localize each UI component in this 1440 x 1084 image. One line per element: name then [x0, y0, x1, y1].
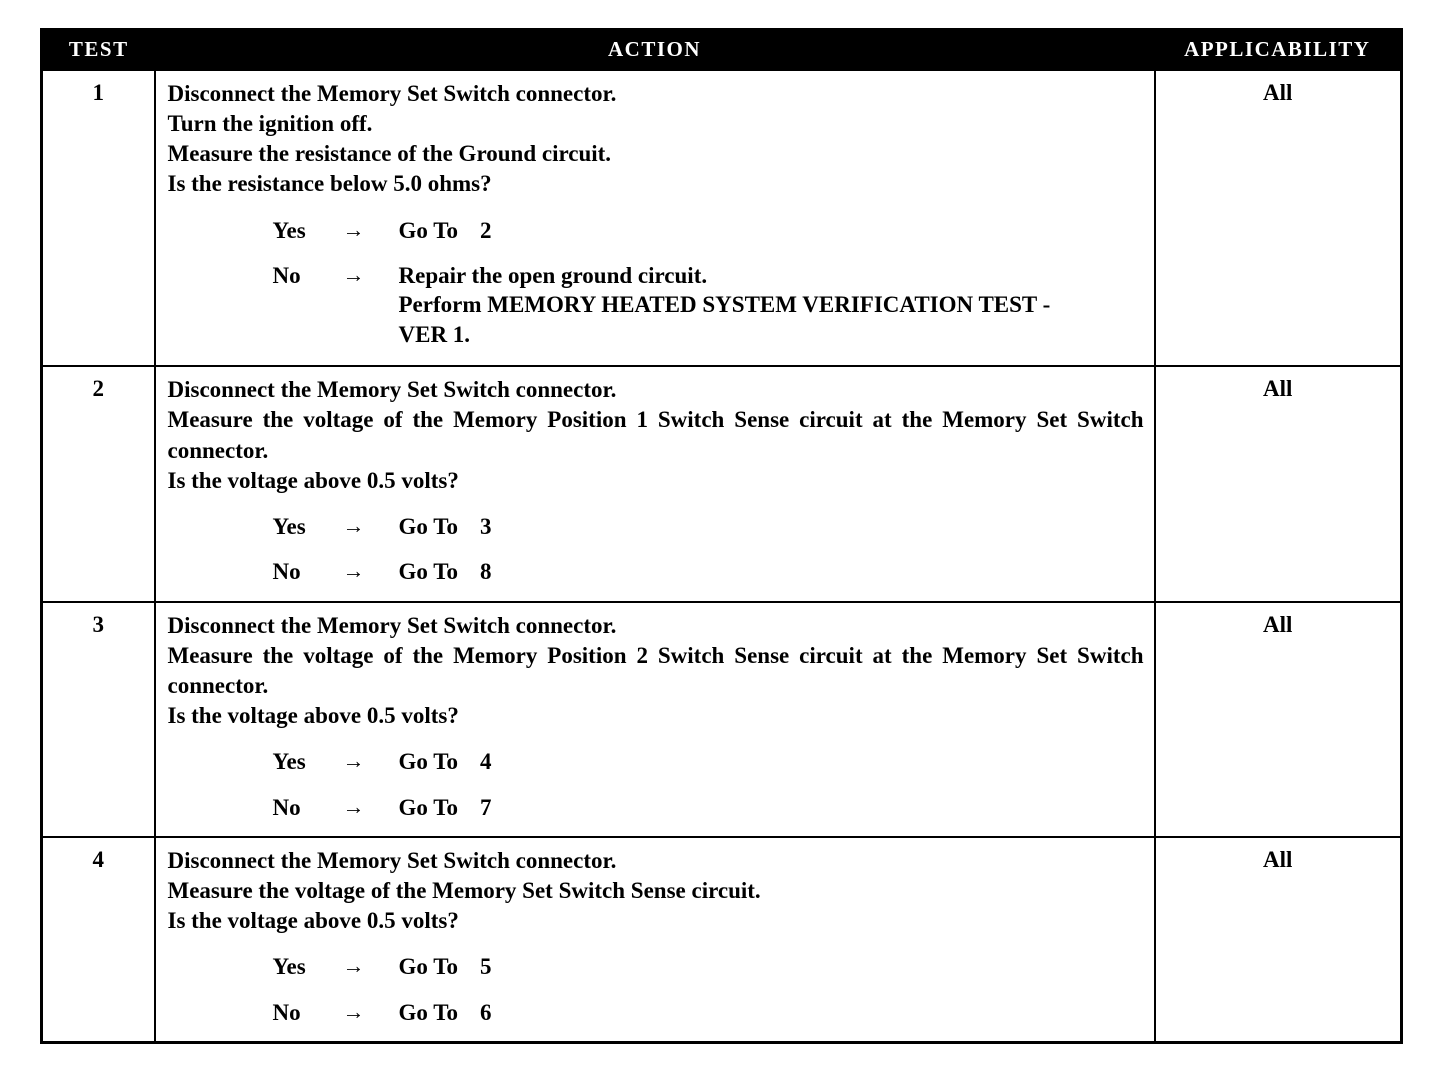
branch-yes	[168, 512, 1144, 541]
branch-list	[168, 512, 1144, 587]
action-statements	[168, 846, 1144, 936]
goto-target: 7	[479, 794, 492, 820]
test-number: 3	[42, 602, 155, 837]
branch-result	[399, 747, 1144, 776]
branch-answer: No	[272, 559, 301, 585]
applicability-value: All	[1155, 366, 1402, 601]
action-statement: Measure the voltage of the Memory Position 1 Switch Sense circuit at the Memory Set Switch connector.	[167, 407, 1144, 463]
branch-yes	[168, 216, 1144, 245]
branch-answer: Yes	[272, 513, 306, 539]
branch-list	[168, 747, 1144, 822]
goto-target: 2	[479, 217, 492, 243]
branch-result	[399, 512, 1144, 541]
table-header	[42, 30, 1402, 71]
action-cell	[155, 366, 1155, 601]
action-statement: Measure the resistance of the Ground circuit.	[167, 141, 612, 167]
arrow-icon: →	[342, 558, 365, 584]
action-cell	[155, 602, 1155, 837]
branch-no	[168, 793, 1144, 822]
action-statement: Measure the voltage of the Memory Set Switch Sense circuit.	[167, 878, 761, 904]
action-question: Is the voltage above 0.5 volts?	[167, 703, 459, 728]
branch-no	[168, 261, 1144, 349]
branch-result	[399, 793, 1144, 822]
action-question: Is the voltage above 0.5 volts?	[167, 467, 459, 493]
arrow-icon: →	[342, 512, 365, 538]
branch-answer: No	[272, 999, 301, 1025]
branch-result	[399, 216, 1144, 245]
action-cell	[155, 70, 1155, 366]
branch-result	[399, 261, 1144, 349]
branch-result	[399, 952, 1144, 981]
arrow-icon: →	[342, 953, 365, 979]
goto-label: Go To	[398, 794, 458, 820]
branch-list	[168, 952, 1144, 1027]
goto-target: 5	[479, 954, 492, 980]
branch-answer: Yes	[272, 954, 306, 980]
goto-label: Go To	[398, 559, 458, 585]
column-header-test: TEST	[42, 30, 155, 71]
action-statement: Measure the voltage of the Memory Position 2 Switch Sense circuit at the Memory Set Switch connector.	[167, 642, 1144, 698]
goto-label: Go To	[398, 999, 458, 1025]
goto-label: Go To	[398, 513, 458, 539]
table-row	[42, 837, 1402, 1043]
action-statements	[168, 375, 1144, 496]
header-row	[42, 30, 1402, 71]
action-statement: Disconnect the Memory Set Switch connector.	[167, 81, 617, 106]
diagnostic-test-table	[40, 28, 1403, 1044]
branch-result-line: Repair the open ground circuit.	[398, 262, 708, 288]
column-header-applicability: APPLICABILITY	[1155, 30, 1402, 71]
arrow-icon: →	[342, 793, 365, 819]
branch-yes	[168, 952, 1144, 981]
arrow-icon: →	[342, 261, 365, 287]
action-statements	[168, 79, 1144, 200]
branch-result-line: VER 1.	[398, 321, 471, 347]
applicability-value: All	[1155, 70, 1402, 366]
action-statement: Turn the ignition off.	[167, 111, 373, 137]
goto-label: Go To	[398, 749, 458, 775]
table-row	[42, 70, 1402, 366]
branch-result	[399, 998, 1144, 1027]
arrow-icon: →	[342, 748, 365, 774]
test-number: 4	[42, 837, 155, 1043]
action-cell	[155, 837, 1155, 1043]
branch-yes	[168, 747, 1144, 776]
branch-answer: Yes	[272, 749, 306, 775]
goto-label: Go To	[398, 954, 458, 980]
action-statement: Disconnect the Memory Set Switch connector.	[167, 848, 617, 873]
test-number: 1	[42, 70, 155, 366]
branch-result	[399, 557, 1144, 586]
arrow-icon: →	[342, 998, 365, 1024]
branch-result-line: Perform MEMORY HEATED SYSTEM VERIFICATION TEST -	[398, 292, 1051, 318]
goto-target: 6	[479, 999, 492, 1025]
column-header-action: ACTION	[155, 30, 1155, 71]
goto-target: 3	[479, 513, 492, 539]
branch-list	[168, 216, 1144, 350]
arrow-icon: →	[342, 216, 365, 242]
action-statement: Disconnect the Memory Set Switch connector.	[167, 377, 617, 403]
branch-answer: Yes	[272, 217, 306, 243]
goto-label: Go To	[398, 217, 458, 243]
branch-answer: No	[272, 794, 301, 820]
applicability-value: All	[1155, 602, 1402, 837]
action-question: Is the voltage above 0.5 volts?	[167, 908, 459, 934]
applicability-value: All	[1155, 837, 1402, 1043]
goto-target: 8	[479, 559, 492, 585]
table-body	[42, 70, 1402, 1043]
branch-no	[168, 998, 1144, 1027]
action-statement: Disconnect the Memory Set Switch connector.	[167, 612, 617, 638]
action-statements	[168, 611, 1144, 732]
test-number: 2	[42, 366, 155, 601]
action-question: Is the resistance below 5.0 ohms?	[167, 171, 492, 197]
table-row	[42, 366, 1402, 601]
goto-target: 4	[479, 749, 492, 775]
table-row	[42, 602, 1402, 837]
branch-no	[168, 557, 1144, 586]
branch-answer: No	[272, 262, 301, 288]
